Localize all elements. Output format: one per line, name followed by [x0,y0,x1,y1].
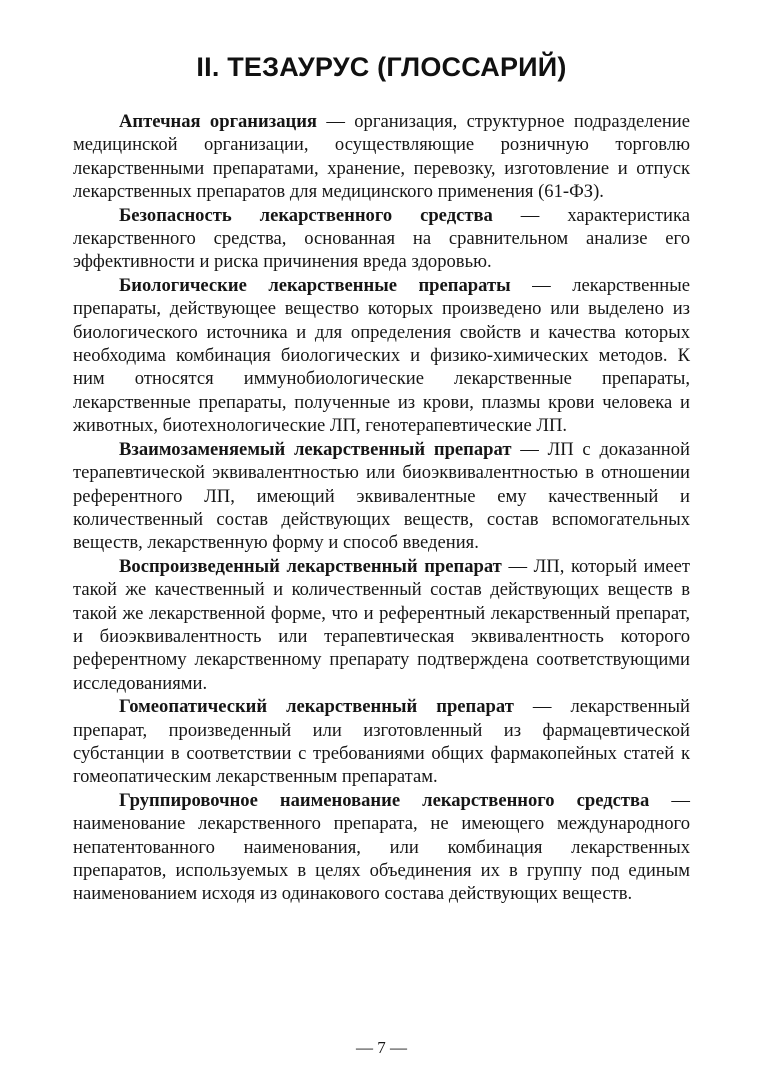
glossary-entry [73,789,690,906]
glossary-definition: — ЛП с доказанной терапевтической эквивалентностью или биоэквивалентностью в отношении референтного ЛП, имеющий эквивалентные ему качественный и количественный состав действующих веществ, состав вспомогательных веществ, лекарственную форму и способ введения. [73,438,690,554]
glossary-definition: — характеристика лекарственного средства, основанная на сравнительном анализе его эффективности и риска причинения вреда здоровью. [73,204,690,273]
glossary-entry [73,274,690,438]
glossary-term: Аптечная организация [119,111,317,132]
glossary-entry [73,555,690,695]
glossary-entry [73,110,690,204]
glossary-entry [73,438,690,555]
glossary-term: Гомеопатический лекарственный препарат [119,696,514,718]
glossary-term: Взаимозаменяемый лекарственный препарат [119,438,512,460]
glossary-definition: — лекарственный препарат, произведенный или изготовленный из фармацевтической субстанции в соответствии с требованиями общих фармакопейных статей к гомеопатическим лекарственным препаратам. [73,696,690,788]
page-title: II. ТЕЗАУРУС (ГЛОССАРИЙ) [196,52,567,82]
glossary-term: Безопасность лекарственного средства [119,204,493,226]
glossary-definition: — лекарственные препараты, действующее вещество которых произведено или выделено из биологического источника и для определения свойств и качества которых необходима комбинация биологических и физико-химических методов. К ним относятся иммунобиологические лекарственные препараты, лекарственные препараты, полученные из крови, плазмы крови человека и животных, биотехнологические ЛП, генотерапевтические ЛП. [73,274,690,437]
glossary-entry [73,204,690,274]
page-number: — 7 — [356,1038,407,1057]
glossary-entry [73,695,690,789]
glossary-definition: — ЛП, который имеет такой же качественный и количественный состав действующих веществ в такой же лекарственной форме, что и референтный лекарственный препарат, и биоэквивалентность или терапевтическая эквивалентность которого референтному лекарственному препарату подтверждена соответствующими исследованиями. [73,555,690,694]
glossary-term: Воспроизведенный лекарственный препарат [119,555,502,577]
glossary-body [73,110,690,906]
glossary-definition: — организация, структурное подразделение медицинской организации, осуществляющие розничную торговлю лекарственными препаратами, хранение, перевозку, изготовление и отпуск лекарственных препаратов для медицинского применения (61-ФЗ). [73,111,690,203]
glossary-term: Биологические лекарственные препараты [119,274,511,296]
glossary-definition: — наименование лекарственного препарата, не имеющего международного непатентованного наименования, или комбинация лекарственных препаратов, используемых в целях объединения их в группу под единым наименованием исходя из одинакового состава действующих веществ. [73,789,690,905]
glossary-term: Группировочное наименование лекарственного средства [119,789,650,811]
